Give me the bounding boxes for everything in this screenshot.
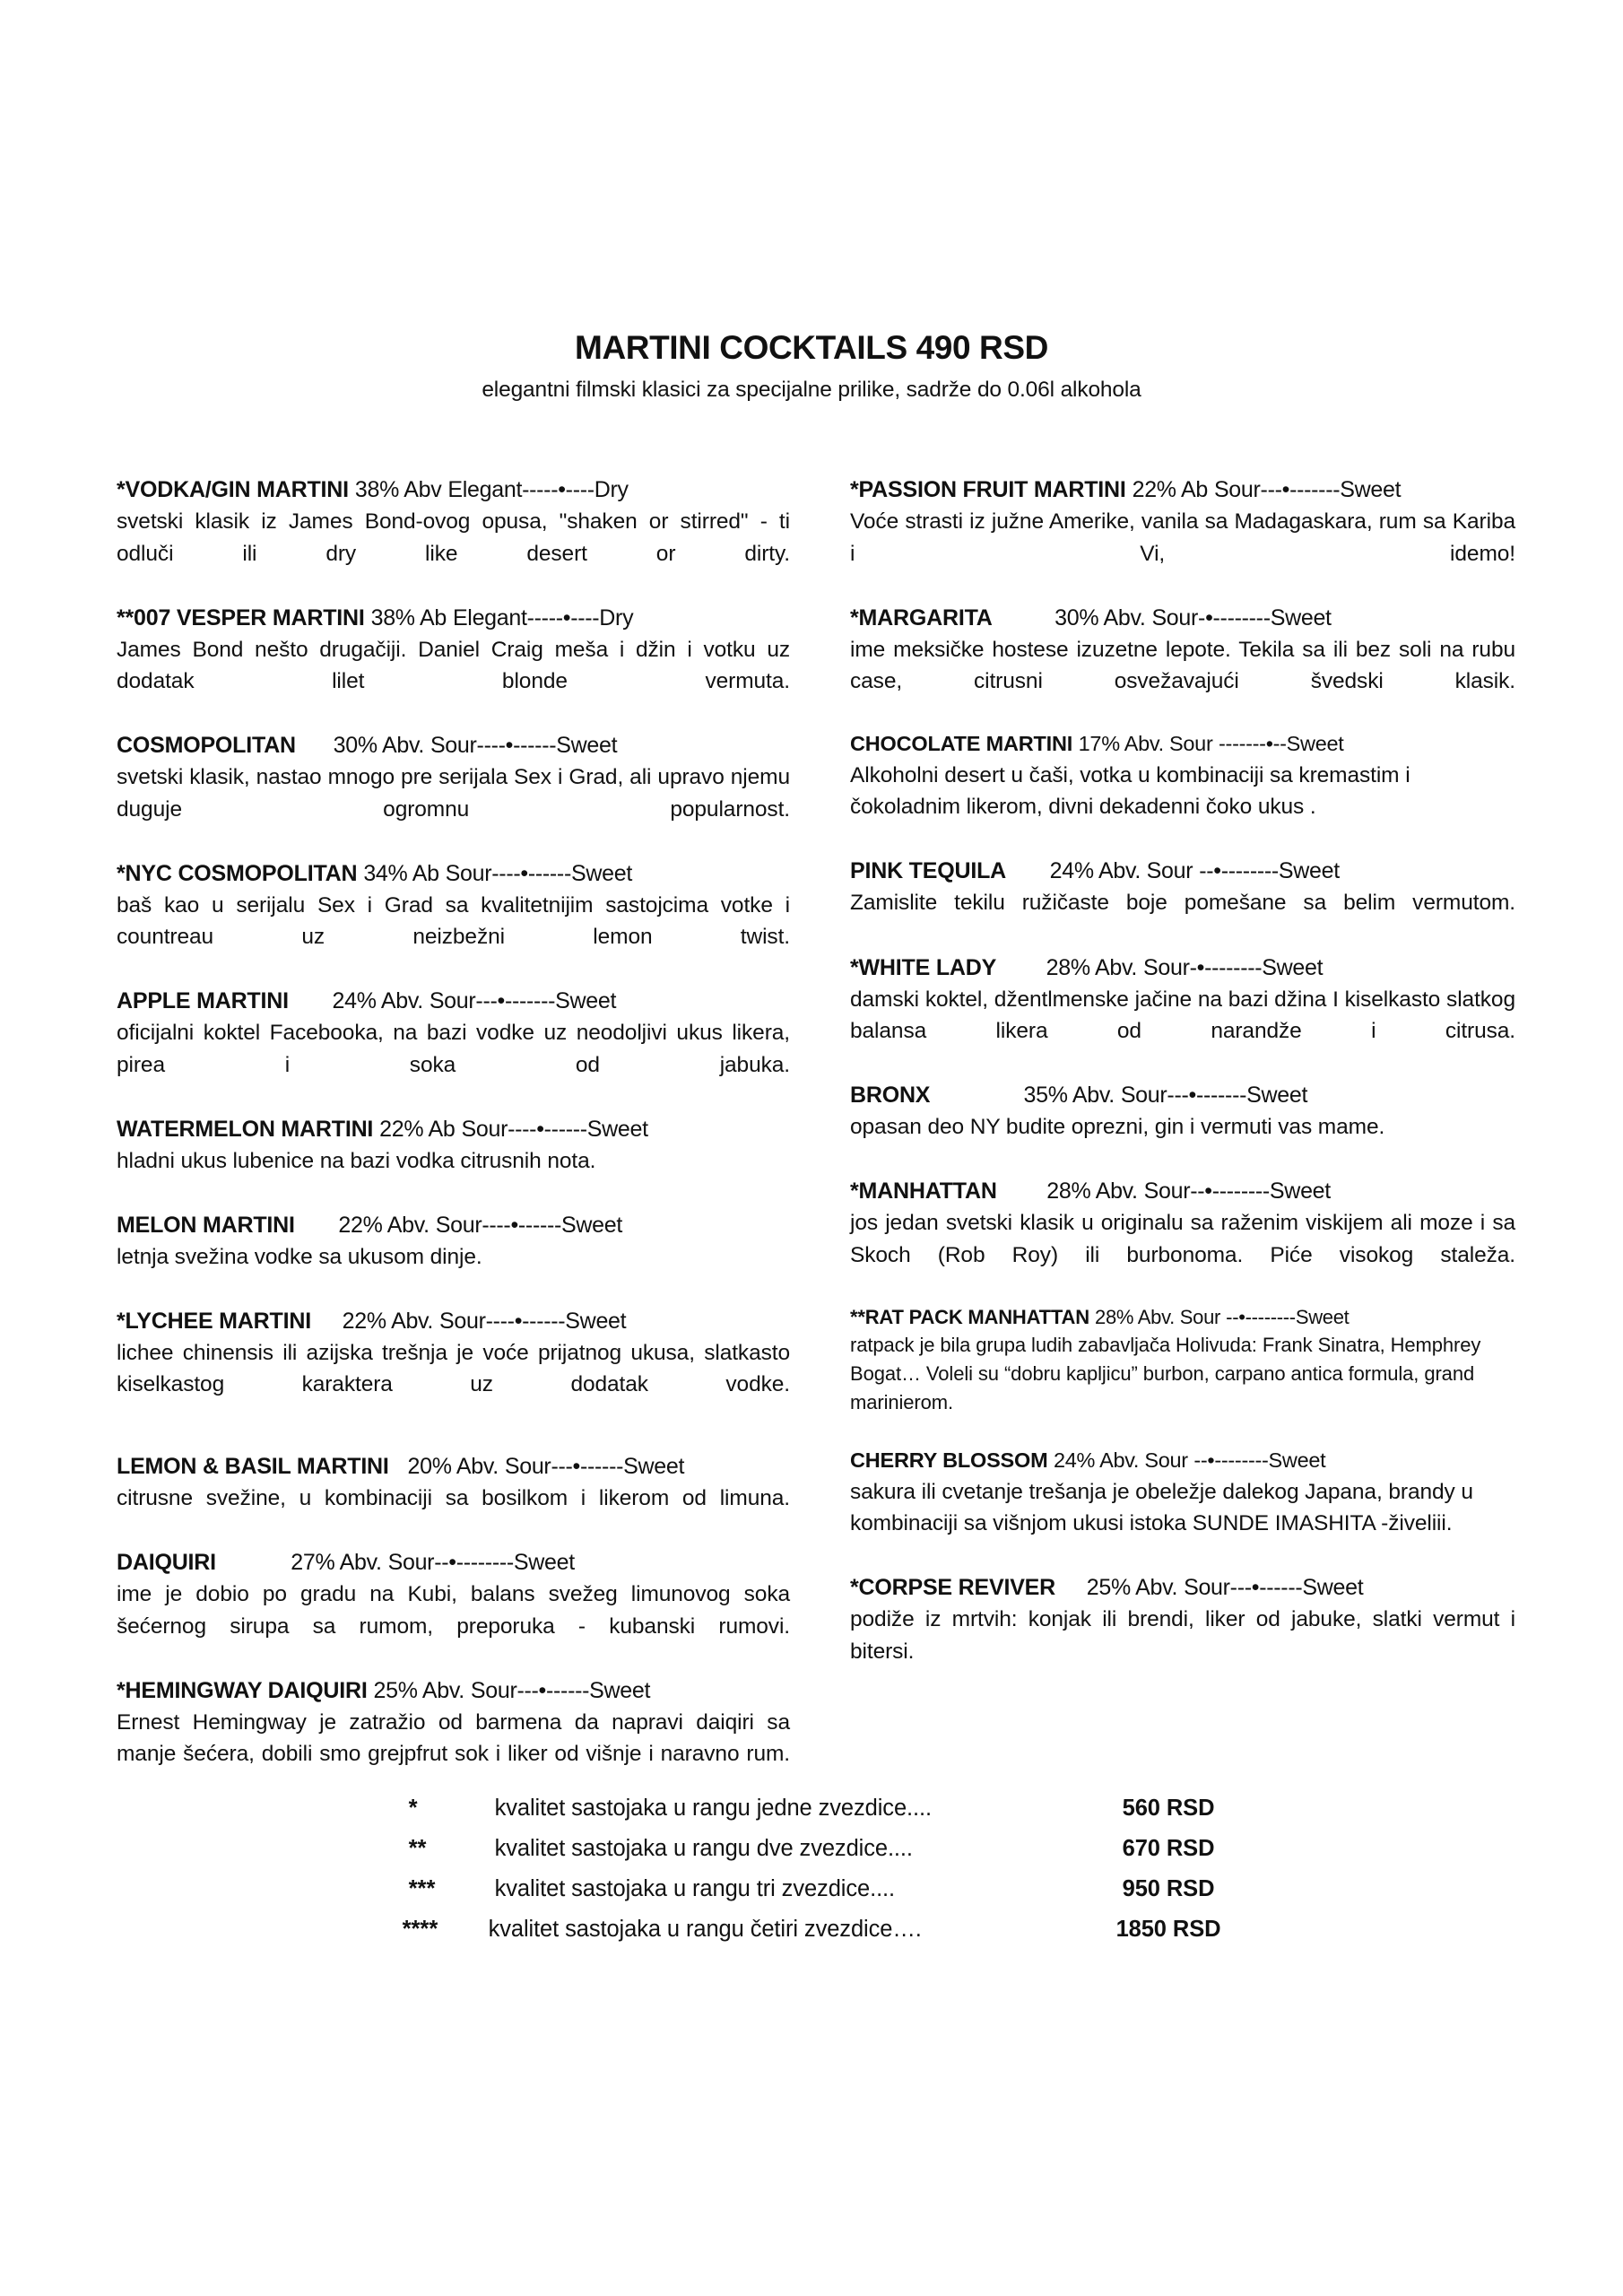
abv-value: 24% Abv. Sour [1054, 1448, 1188, 1472]
legend-stars: ** [408, 1835, 427, 1861]
abv-value: 24% Abv. Sour [1049, 858, 1193, 884]
legend-text: kvalitet sastojaka u rangu četiri zvezdice…. [488, 1916, 922, 1942]
abv-value: 35% Abv. [1023, 1083, 1115, 1109]
cocktail-name: *WHITE LADY [850, 954, 997, 980]
legend-text: kvalitet sastojaka u rangu dve zvezdice.... [494, 1835, 913, 1861]
menu-item-description: svetski klasik, nastao mnogo pre serijala Sex i Grad, ali upravo njemu duguje ogromnu popularnost. [117, 765, 790, 822]
abv-value: 25% Abv. [373, 1677, 464, 1703]
legend-price: 1850 RSD [1115, 1916, 1221, 1942]
menu-item [850, 855, 1515, 951]
header-price: 490 RSD [916, 329, 1048, 366]
abv-value: 22% Ab [1132, 477, 1208, 502]
menu-item-head [117, 1546, 790, 1578]
legend-price: 670 RSD [1122, 1835, 1215, 1861]
menu-item-head [117, 857, 790, 890]
menu-item-head [117, 985, 790, 1017]
legend-text: kvalitet sastojaka u rangu jedne zvezdice.... [494, 1796, 932, 1821]
cocktail-name: *MANHATTAN [850, 1178, 997, 1205]
legend-text: kvalitet sastojaka u rangu tri zvezdice.... [494, 1875, 896, 1901]
menu-item-head [117, 1450, 790, 1483]
cocktail-name: APPLE MARTINI [117, 988, 289, 1014]
taste-scale: Sour----•------Sweet [445, 860, 632, 886]
taste-scale: Elegant-----•----Dry [447, 477, 629, 502]
taste-scale: Sour---•-------Sweet [1120, 1083, 1308, 1109]
title-text: MARTINI COCKTAILS [575, 329, 907, 366]
taste-scale: --•--------Sweet [1199, 858, 1340, 884]
menu-item [850, 1303, 1515, 1446]
menu-item-head [850, 1571, 1515, 1604]
menu-item [850, 474, 1515, 602]
menu-item-description: podiže iz mrtvih: konjak ili brendi, liker od jabuke, slatki vermut i bitersi. [850, 1607, 1515, 1664]
legend-price: 560 RSD [1122, 1796, 1215, 1821]
cocktail-name: WATERMELON MARTINI [117, 1116, 374, 1142]
menu-item [117, 1305, 790, 1433]
abv-value: 27% Abv. [291, 1550, 382, 1576]
taste-scale: Sour---•-------Sweet [429, 988, 617, 1014]
menu-item-description: svetski klasik iz James Bond-ovog opusa, "shaken or stirred" - ti odluči ili dry like desert or dirty. [117, 509, 790, 566]
menu-item [117, 1546, 790, 1674]
menu-item [117, 602, 790, 730]
cocktail-name: *LYCHEE MARTINI [117, 1308, 311, 1334]
cocktail-name: BRONX [850, 1083, 931, 1109]
taste-scale: Sour---•------Sweet [1184, 1575, 1364, 1601]
menu-item-description: Ernest Hemingway je zatražio od barmena da napravi daiqiri sa manje šećera, dobili smo grejpfrut sok i liker od višnje i naravno rum. [117, 1709, 790, 1767]
abv-value: 28% Abv. Sour [1095, 1305, 1221, 1328]
menu-item-description: opasan deo NY budite oprezni, gin i vermuti vas mame. [850, 1115, 1385, 1140]
legend-stars: *** [408, 1875, 436, 1901]
menu-item-head [850, 855, 1515, 887]
menu-item [850, 1446, 1515, 1571]
abv-value: 20% Abv. [407, 1454, 499, 1480]
cocktail-name: *PASSION FRUIT MARTINI [850, 477, 1126, 502]
menu-item [117, 1450, 790, 1546]
abv-value: 30% Abv. [333, 733, 424, 759]
legend-stars: * [408, 1796, 418, 1821]
cocktail-name: *MARGARITA [850, 604, 993, 631]
abv-value: 22% Abv. [342, 1308, 434, 1334]
menu-item-head [117, 602, 790, 634]
menu-item-head [117, 474, 790, 506]
abv-value: 17% Abv. Sour [1078, 732, 1213, 756]
menu-item [850, 729, 1515, 855]
menu-item [117, 1209, 790, 1305]
menu-item [850, 1079, 1515, 1175]
taste-scale: Sour----•------Sweet [435, 1212, 623, 1238]
quality-legend [0, 1788, 1623, 1950]
menu-item [117, 985, 790, 1113]
taste-scale: Elegant-----•----Dry [452, 604, 634, 631]
menu-item-head [117, 1209, 790, 1241]
abv-value: 22% Ab [379, 1116, 456, 1142]
cocktail-name: *VODKA/GIN MARTINI [117, 477, 349, 502]
taste-scale: --•--------Sweet [1226, 1305, 1350, 1328]
legend-row [0, 1909, 1623, 1950]
taste-scale: -------•--Sweet [1219, 732, 1344, 756]
cocktail-name: **RAT PACK MANHATTAN [850, 1305, 1089, 1328]
menu-item-head [117, 1305, 790, 1337]
cocktail-name: *HEMINGWAY DAIQUIRI [117, 1677, 368, 1703]
legend-row [0, 1869, 1623, 1909]
menu-item-description: Voće strasti iz južne Amerike, vanila sa Madagaskara, rum sa Kariba i Vi, idemo! [850, 509, 1515, 566]
menu-item-head [117, 729, 790, 761]
legend-row [0, 1829, 1623, 1869]
menu-item [117, 1113, 790, 1209]
taste-scale: --•--------Sweet [1193, 1448, 1326, 1472]
abv-value: 28% Abv. [1046, 1178, 1138, 1205]
abv-value: 34% Ab [363, 860, 439, 886]
menu-item-description: sakura ili cvetanje trešanja je obeležje dalekog Japana, brandy u kombinaciji sa višnjom ukusi istoka SUNDE IMASHITA -živeliii. [850, 1479, 1473, 1536]
menu-item-description: James Bond nešto drugačiji. Daniel Craig meša i džin i votku uz dodatak lilet blonde vermuta. [117, 637, 790, 694]
menu-item-head [850, 1175, 1515, 1207]
menu-item-head [850, 1303, 1515, 1332]
menu-item-description: damski koktel, džentlmenske jačine na bazi džina I kiselkasto slatkog balansa likera od narandže i citrusa. [850, 987, 1515, 1044]
menu-item-description: baš kao u serijalu Sex i Grad sa kvalitetnijim sastojcima votke i countreau uz neizbežni lemon twist. [117, 892, 790, 950]
menu-item-head [850, 474, 1515, 506]
legend-row [0, 1788, 1623, 1829]
page-subtitle: elegantni filmski klasici za specijalne prilike, sadrže do 0.06l alkohola [482, 377, 1141, 402]
menu-item [117, 1674, 790, 1803]
menu-item-head [850, 1446, 1515, 1476]
menu-item-description: hladni ukus lubenice na bazi vodka citrusnih nota. [117, 1148, 596, 1173]
menu-item-head [117, 1113, 790, 1145]
taste-scale: Sour---•------Sweet [470, 1677, 651, 1703]
menu-item-head [850, 952, 1515, 984]
menu-item [850, 1571, 1515, 1700]
menu-item [850, 602, 1515, 730]
cocktail-name: CHOCOLATE MARTINI [850, 732, 1073, 756]
abv-value: 30% Abv. [1055, 604, 1146, 631]
menu-item-description: ratpack je bila grupa ludih zabavljača Holivuda: Frank Sinatra, Hemphrey Bogat… Voleli su “dobru kapljicu” burbon, carpano antica formula, grand marinierom. [850, 1334, 1481, 1414]
menu-item [850, 952, 1515, 1080]
cocktail-name: *NYC COSMOPOLITAN [117, 860, 358, 886]
taste-scale: Sour--•--------Sweet [1143, 1178, 1331, 1205]
taste-scale: Sour----•------Sweet [461, 1116, 648, 1142]
cocktail-name: COSMOPOLITAN [117, 733, 296, 759]
menu-item-description: oficijalni koktel Facebooka, na bazi vodke uz neodoljivi ukus likera, pirea i soka od jabuka. [117, 1021, 790, 1077]
menu-item-description: ime je dobio po gradu na Kubi, balans svežeg limunovog soka šećernog sirupa sa rumom, preporuka - kubanski rumovi. [117, 1582, 790, 1639]
menu-column-right [850, 474, 1515, 1700]
taste-scale: Sour---•------Sweet [504, 1454, 685, 1480]
abv-value: 24% Abv. [332, 988, 423, 1014]
taste-scale: Sour----•------Sweet [430, 733, 618, 759]
menu-item-description: jos jedan svetski klasik u originalu sa raženim viskijem ali moze i sa Skoch (Rob Roy) ili burbonoma. Piće visokog staleža. [850, 1211, 1515, 1267]
taste-scale: Sour--•--------Sweet [387, 1550, 575, 1576]
legend-stars: **** [402, 1916, 438, 1942]
cocktail-name: **007 VESPER MARTINI [117, 604, 365, 631]
abv-value: 38% Abv [354, 477, 442, 502]
menu-item-description: Zamislite tekilu ružičaste boje pomešane sa belim vermutom. [850, 891, 1515, 916]
menu-columns [117, 474, 1515, 1802]
cocktail-name: *CORPSE REVIVER [850, 1575, 1056, 1601]
menu-item-description: citrusne svežine, u kombinaciji sa bosilkom i likerom od limuna. [117, 1486, 790, 1511]
menu-item-description: lichee chinensis ili azijska trešnja je voće prijatnog ukusa, slatkasto kiselkastog karaktera uz dodatak vodke. [117, 1340, 790, 1397]
cocktail-name: MELON MARTINI [117, 1212, 295, 1238]
menu-column-left [117, 474, 790, 1802]
menu-item-description: ime meksičke hostese izuzetne lepote. Tekila sa ili bez soli na rubu case, citrusni osvežavajući švedski klasik. [850, 637, 1515, 694]
menu-header [0, 328, 1623, 404]
taste-scale: Sour-•--------Sweet [1142, 954, 1324, 980]
taste-scale: Sour---•-------Sweet [1213, 477, 1402, 502]
cocktail-name: PINK TEQUILA [850, 858, 1006, 884]
menu-item [117, 729, 790, 857]
menu-item [117, 857, 790, 986]
menu-item [117, 474, 790, 602]
menu-item-description: letnja svežina vodke sa ukusom dinje. [117, 1244, 482, 1269]
abv-value: 25% Abv. [1086, 1575, 1178, 1601]
menu-item-head [850, 602, 1515, 634]
taste-scale: Sour-•--------Sweet [1151, 604, 1332, 631]
menu-item-description: Alkoholni desert u čaši, votka u kombinaciji sa kremastim i čokoladnim likerom, divni dekadenni čoko ukus . [850, 762, 1410, 820]
menu-item [850, 1175, 1515, 1303]
abv-value: 38% Ab [370, 604, 447, 631]
taste-scale: Sour----•------Sweet [439, 1308, 627, 1334]
page-title [0, 328, 1623, 368]
abv-value: 28% Abv. [1046, 954, 1138, 980]
cocktail-name: LEMON & BASIL MARTINI [117, 1454, 389, 1480]
menu-item-head [850, 729, 1515, 760]
menu-item-head [850, 1079, 1515, 1111]
cocktail-name: DAIQUIRI [117, 1550, 216, 1576]
menu-item-head [117, 1674, 790, 1707]
abv-value: 22% Abv. [338, 1212, 430, 1238]
legend-price: 950 RSD [1122, 1875, 1215, 1901]
cocktail-name: CHERRY BLOSSOM [850, 1448, 1048, 1472]
